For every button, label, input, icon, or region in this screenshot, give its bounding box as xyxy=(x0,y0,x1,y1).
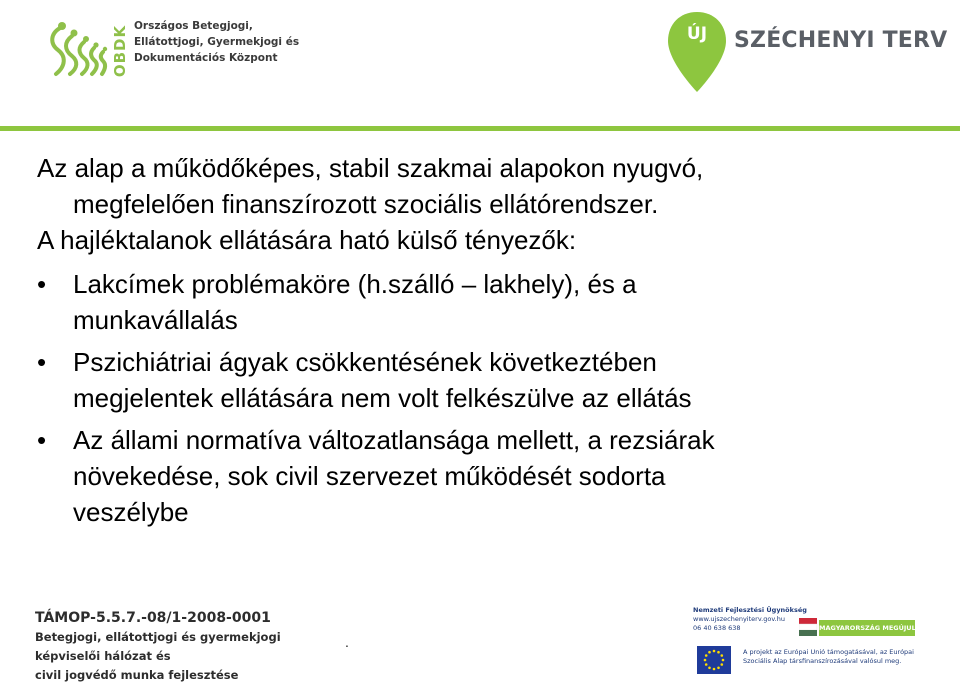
pin-label: ÚJ xyxy=(686,24,708,44)
list-item-line: növekedése, sok civil szervezet működését sodorta xyxy=(73,461,666,491)
list-item-line: munkavállalás xyxy=(73,305,238,335)
intro-line: Az alap a működőképes, stabil szakmai alapokon nyugvó, xyxy=(37,153,704,183)
list-item-line: veszélybe xyxy=(73,497,189,527)
bullet-icon: • xyxy=(37,425,47,455)
obdk-vertical-text: OBDK xyxy=(111,24,129,78)
footer-dot: . xyxy=(345,634,349,650)
list-item xyxy=(37,422,937,530)
agency-website: www.ujszechenyiterv.gov.hu xyxy=(693,615,785,623)
list-item-line: megjelentek ellátására nem volt felkészülve az ellátás xyxy=(73,383,692,413)
intro-paragraph xyxy=(37,150,937,222)
funding-logos xyxy=(693,606,925,684)
obdk-name-line: Ellátottjogi, Gyermekjogi és xyxy=(134,36,300,48)
intro-line: megfelelően finanszírozott szociális ellátórendszer. xyxy=(73,189,659,219)
eu-note-line: A projekt az Európai Unió támogatásával, az Európai xyxy=(743,648,914,656)
map-pin-icon xyxy=(666,10,728,94)
factor-list xyxy=(37,266,937,530)
eu-note-line: Szociális Alap társfinanszírozásával valósul meg. xyxy=(743,657,902,665)
obdk-figures-icon xyxy=(46,20,116,82)
obdk-name xyxy=(134,18,299,66)
project-info xyxy=(35,608,281,685)
uj-szechenyi-terv-logo xyxy=(666,10,948,94)
list-item-line: Az állami normatíva változatlansága mellett, a rezsiárak xyxy=(73,425,715,455)
obdk-name-line: Országos Betegjogi, xyxy=(134,20,253,32)
project-code: TÁMOP-5.5.7.-08/1-2008-0001 xyxy=(35,610,271,626)
eu-support-note xyxy=(743,648,914,666)
obdk-logo xyxy=(46,16,300,86)
obdk-name-line: Dokumentációs Központ xyxy=(134,52,278,64)
list-item-line: Pszichiátriai ágyak csökkentésének következtében xyxy=(73,347,657,377)
header-divider xyxy=(0,126,960,131)
list-item xyxy=(37,266,937,338)
bullet-icon: • xyxy=(37,269,47,299)
slide-body xyxy=(37,150,937,530)
agency-phone: 06 40 638 638 xyxy=(693,624,741,632)
factors-heading: A hajléktalanok ellátására ható külső tényezők: xyxy=(37,225,577,255)
eu-flag-icon xyxy=(697,646,731,674)
project-line: civil jogvédő munka fejlesztése xyxy=(35,668,239,682)
agency-name: Nemzeti Fejlesztési Ügynökség xyxy=(693,606,807,614)
program-name: SZÉCHENYI TERV xyxy=(734,28,948,53)
list-item-line: Lakcímek problémaköre (h.szálló – lakhely), és a xyxy=(73,269,637,299)
project-line: képviselői hálózat és xyxy=(35,649,171,663)
project-line: Betegjogi, ellátottjogi és gyermekjogi xyxy=(35,630,281,644)
list-item xyxy=(37,344,937,416)
renewal-banner: MAGYARORSZÁG MEGÚJUL xyxy=(819,620,915,636)
bullet-icon: • xyxy=(37,347,47,377)
hungarian-flag-icon xyxy=(799,618,817,636)
